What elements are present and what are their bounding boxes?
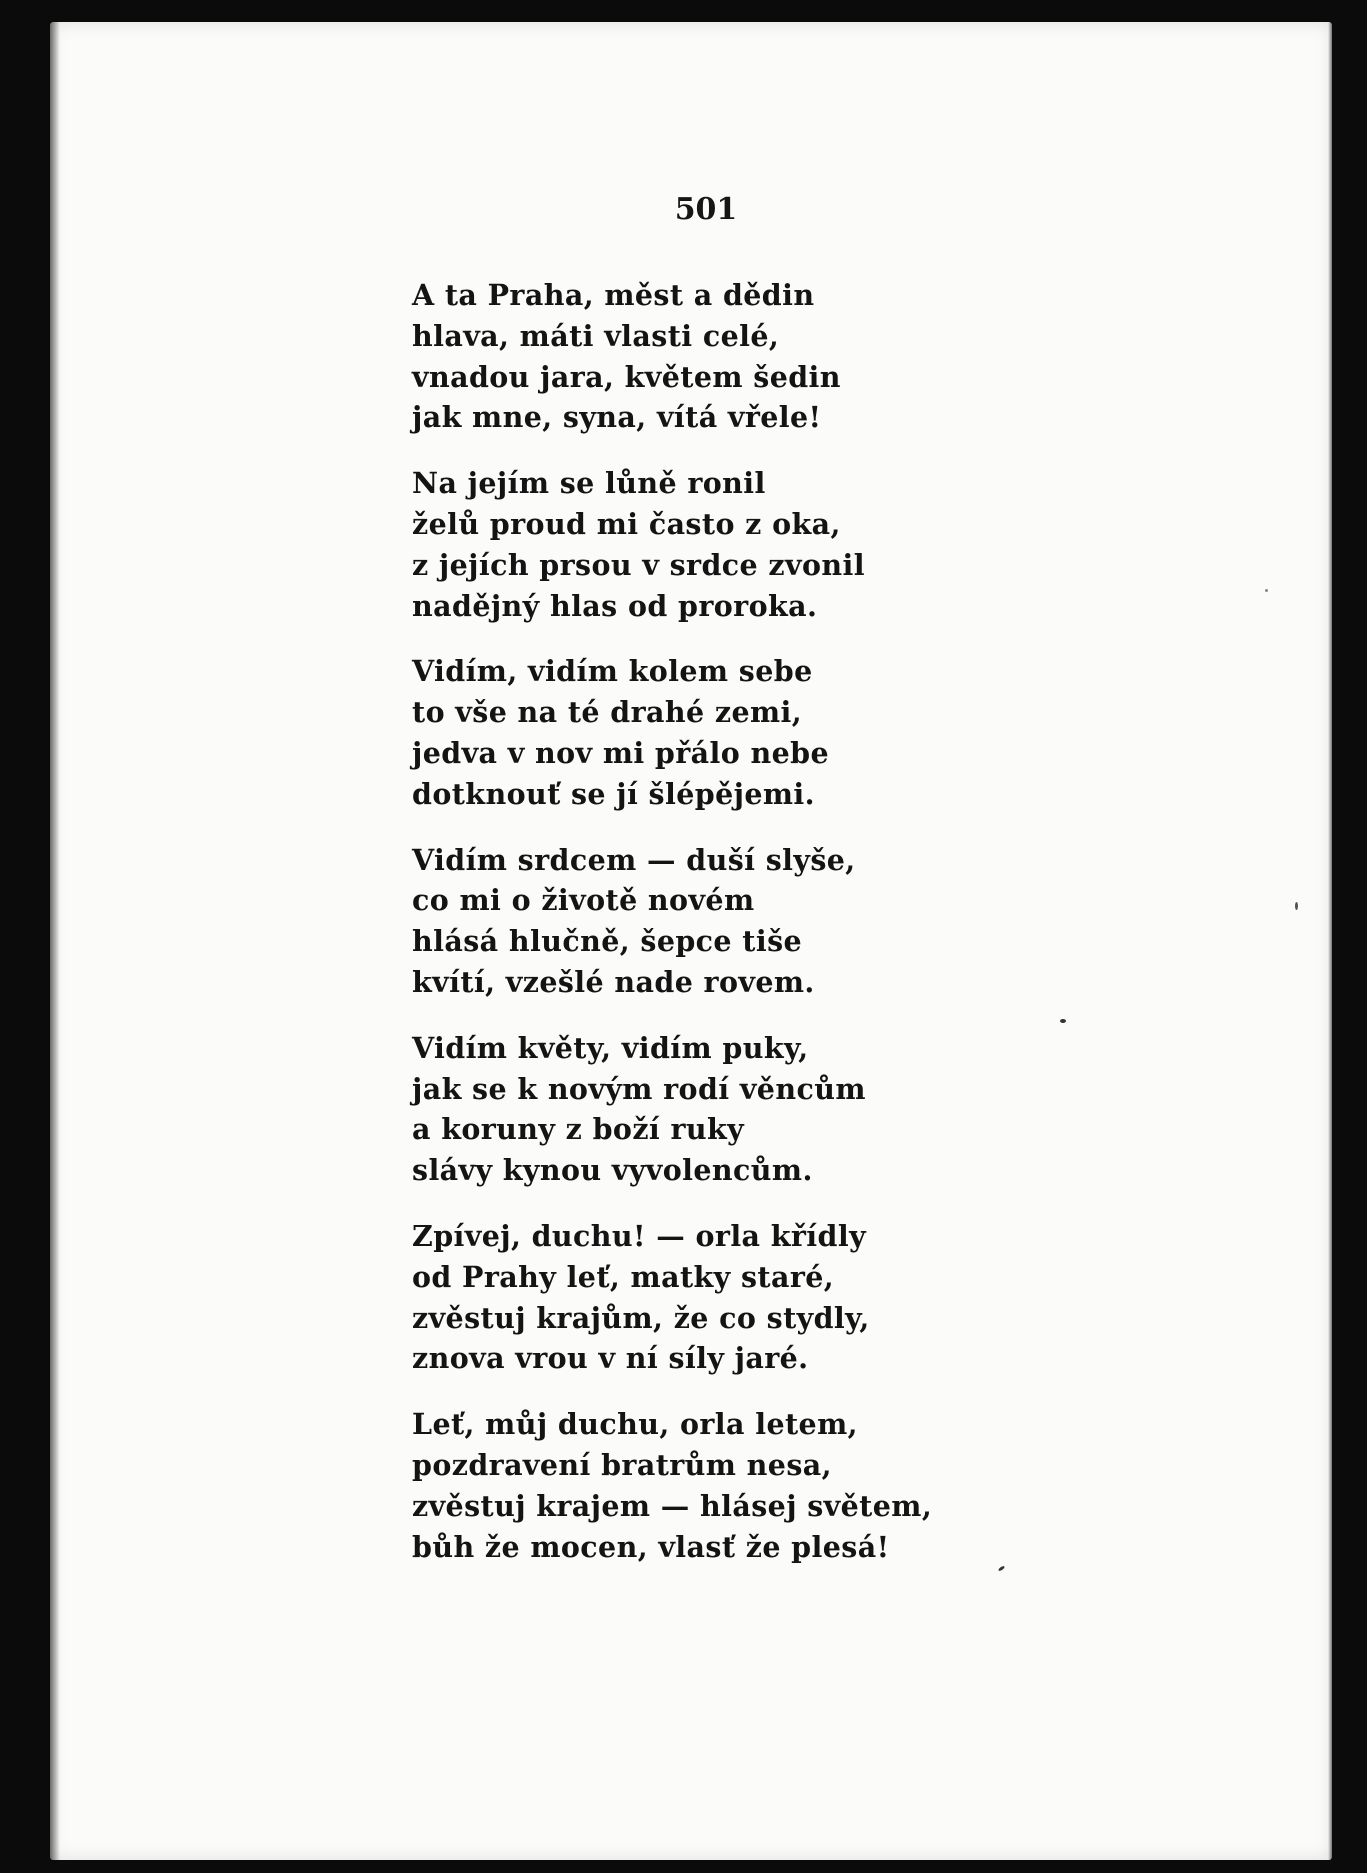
stanza-2 (412, 463, 1012, 626)
stanza-6 (412, 1216, 1012, 1379)
book-page (50, 22, 1332, 1860)
poem-line: Vidím srdcem — duší slyše, (412, 842, 856, 877)
poem (412, 275, 1012, 1592)
poem-line: nadějný hlas od proroka. (412, 588, 818, 623)
dust-speck (1265, 589, 1268, 592)
poem-line: z jejích prsou v srdce zvonil (412, 547, 865, 582)
poem-line: Vidím, vidím kolem sebe (412, 654, 813, 689)
page-edge (1328, 22, 1332, 1860)
poem-line: a koruny z boží ruky (412, 1112, 745, 1147)
poem-line: jedva v nov mi přálo nebe (412, 735, 830, 770)
poem-line: jak se k novým rodí věncům (412, 1071, 866, 1106)
poem-line: Na jejím se lůně ronil (412, 466, 766, 501)
stanza-7 (412, 1404, 1012, 1567)
stanza-5 (412, 1028, 1012, 1191)
stanza-3 (412, 651, 1012, 814)
poem-line: A ta Praha, měst a dědin (412, 278, 815, 312)
poem-line: to vše na té drahé zemi, (412, 695, 803, 730)
dust-speck (1060, 1019, 1066, 1023)
dust-speck (1295, 902, 1298, 910)
poem-line: želů proud mi často z oka, (412, 506, 841, 541)
poem-line: zvěstuj krajem — hlásej světem, (412, 1488, 933, 1523)
page-number: 501 (674, 192, 738, 227)
poem-line: bůh že mocen, vlasť že plesá! (412, 1529, 890, 1564)
poem-line: slávy kynou vyvolencům. (412, 1153, 813, 1188)
poem-line: Zpívej, duchu! — orla křídly (412, 1218, 867, 1253)
stanza-4 (412, 840, 1012, 1003)
poem-line: zvěstuj krajům, že co stydly, (412, 1300, 870, 1335)
poem-line: Leť, můj duchu, orla letem, (412, 1407, 858, 1442)
poem-line: kvítí, vzešlé nade rovem. (412, 964, 815, 999)
poem-line: od Prahy leť, matky staré, (412, 1259, 835, 1294)
poem-line: hlava, máti vlasti celé, (412, 318, 780, 353)
poem-line: jak mne, syna, vítá vřele! (412, 400, 822, 435)
poem-line: hlásá hlučně, šepce tiše (412, 924, 803, 959)
poem-line: co mi o životě novém (412, 883, 755, 918)
poem-line: znova vrou v ní síly jaré. (412, 1341, 809, 1376)
poem-line: vnadou jara, květem šedin (412, 359, 841, 394)
poem-line: pozdravení bratrům nesa, (412, 1447, 832, 1482)
stanza-1 (412, 275, 1012, 438)
poem-line: dotknouť se jí šlépějemi. (412, 776, 815, 811)
binding-shadow (50, 22, 60, 1860)
poem-line: Vidím květy, vidím puky, (412, 1030, 809, 1065)
